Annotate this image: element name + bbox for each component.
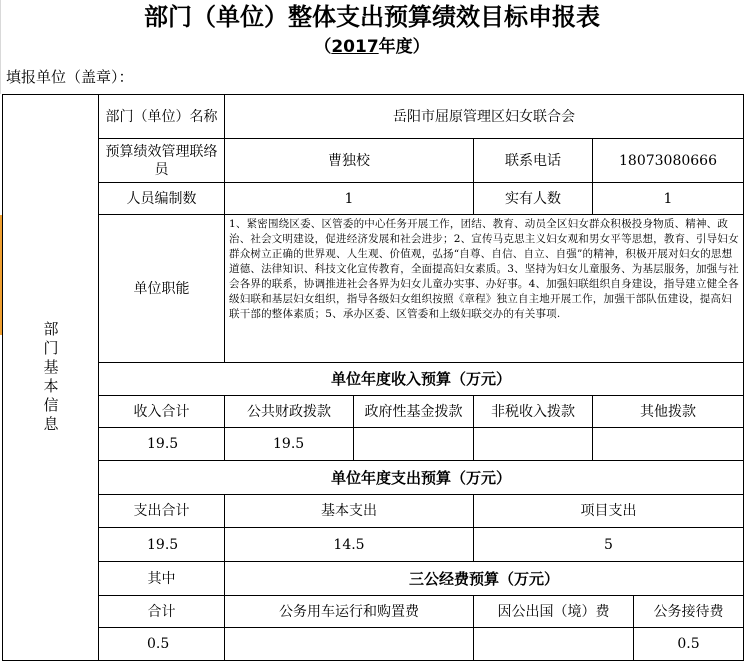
dept-label[interactable]: 部门（单位）名称 (98, 94, 225, 139)
year-label: （2017年度） (314, 37, 430, 57)
income-header[interactable]: 单位年度收入预算（万元） (98, 362, 744, 396)
expense-val-project[interactable]: 5 (473, 527, 744, 562)
phone-value[interactable]: 18073080666 (592, 138, 744, 183)
contact-label[interactable]: 预算绩效管理联络员 (98, 138, 225, 183)
staff-value[interactable]: 1 (224, 182, 474, 215)
income-val-fund[interactable] (353, 427, 474, 461)
sangong-val-total[interactable]: 0.5 (98, 627, 225, 661)
income-val-other[interactable] (592, 427, 744, 461)
expense-val-total[interactable]: 19.5 (98, 527, 225, 562)
sangong-col-reception[interactable]: 公务接待费 (633, 595, 744, 628)
income-val-public[interactable]: 19.5 (224, 427, 354, 461)
duty-text[interactable]: 1、紧密围绕区委、区管委的中心任务开展工作，团结、教育、动员全区妇女群众积极投身物质、精神、政治、社会文明建设，促进经济发展和社会进步；2、宣传马克思主义妇女观和男女平等思想，教育、引导妇女群众树立正确的世界观、人生观、价值观，弘扬“自尊、自信、自立、自强”的精神，积极开展对妇女的思想道德、法律知识、科技文化宣传教育，全面提高妇女素质。3、坚持为妇女儿童服务、为基层服务，加强与社会各界的联系，协调推进社会各界为妇女儿童办实事、办好事。4、加强妇联组织自身建设，指导建立健全各级妇联和基层妇女组织，指导各级妇女组织按照《章程》独立自主地开展工作，加强干部队伍建设，提高妇联干部的整体素质；5、承办区委、区管委和上级妇联交办的有关事项. (224, 214, 744, 363)
expense-val-basic[interactable]: 14.5 (224, 527, 474, 562)
of-which-label[interactable]: 其中 (98, 561, 225, 596)
actual-label[interactable]: 实有人数 (473, 182, 593, 215)
duty-label[interactable]: 单位职能 (98, 214, 225, 363)
sangong-header[interactable]: 三公经费预算（万元） (224, 561, 744, 596)
income-col-nontax[interactable]: 非税收入拨款 (473, 395, 593, 428)
page-title: 部门（单位）整体支出预算绩效目标申报表 (144, 3, 600, 31)
filler-unit-label: 填报单位（盖章）： (6, 68, 134, 86)
income-val-total[interactable]: 19.5 (98, 427, 225, 461)
income-col-total[interactable]: 收入合计 (98, 395, 225, 428)
contact-value[interactable]: 曹独校 (224, 138, 474, 183)
sangong-col-total[interactable]: 合计 (98, 595, 225, 628)
sangong-col-abroad[interactable]: 因公出国（境）费 (473, 595, 634, 628)
income-col-public[interactable]: 公共财政拨款 (224, 395, 354, 428)
sangong-col-vehicle[interactable]: 公务用车运行和购置费 (224, 595, 474, 628)
dept-value[interactable]: 岳阳市屈原管理区妇女联合会 (224, 94, 744, 139)
staff-label[interactable]: 人员编制数 (98, 182, 225, 215)
year-value: 2017 (331, 37, 379, 57)
income-val-nontax[interactable] (473, 427, 593, 461)
actual-value[interactable]: 1 (592, 182, 744, 215)
phone-label[interactable]: 联系电话 (473, 138, 593, 183)
sangong-val-abroad[interactable] (473, 627, 634, 661)
expense-header[interactable]: 单位年度支出预算（万元） (98, 460, 744, 495)
expense-col-total[interactable]: 支出合计 (98, 494, 225, 528)
expense-col-basic[interactable]: 基本支出 (224, 494, 474, 528)
expense-col-project[interactable]: 项目支出 (473, 494, 744, 528)
section-label[interactable]: 部门基本信息 (2, 94, 99, 661)
income-col-fund[interactable]: 政府性基金拨款 (353, 395, 474, 428)
income-col-other[interactable]: 其他拨款 (592, 395, 744, 428)
sangong-val-reception[interactable]: 0.5 (633, 627, 744, 661)
sangong-val-vehicle[interactable] (224, 627, 474, 661)
